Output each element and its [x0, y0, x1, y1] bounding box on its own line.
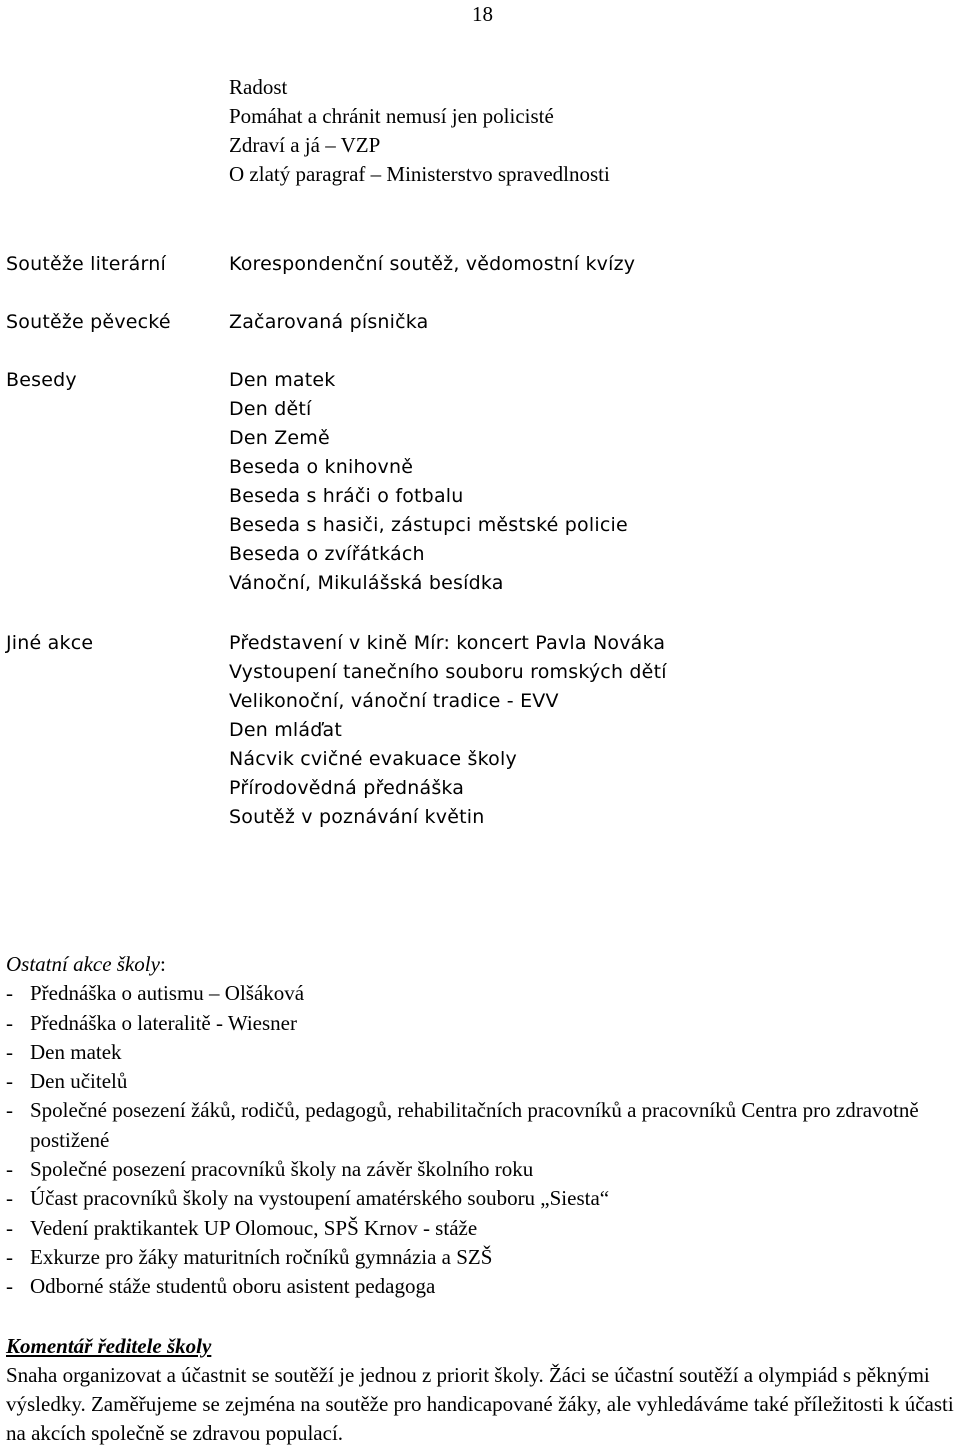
category-items-literary [229, 250, 635, 279]
top-event-item: Pomáhat a chránit nemusí jen policisté [229, 104, 554, 128]
activity-item: Vánoční, Mikulášská besídka [229, 572, 504, 594]
category-label-talks: Besedy [6, 369, 77, 391]
activity-item: Začarovaná písnička [229, 311, 429, 333]
top-event-item: O zlatý paragraf – Ministerstvo spravedlnosti [229, 162, 610, 186]
other-event-item: - Exkurze pro žáky maturitních ročníků gymnázia a SZŠ [6, 1243, 960, 1272]
category-items-singing [229, 308, 429, 337]
activity-item: Den Země [229, 427, 330, 449]
other-events-list [6, 950, 960, 1302]
comment-title: Komentář ředitele školy [6, 1334, 212, 1358]
activity-item: Beseda o knihovně [229, 456, 414, 478]
activity-item: Beseda s hráči o fotbalu [229, 485, 464, 507]
other-events-heading-text: Ostatní akce školy [6, 952, 160, 976]
other-event-item: - Odborné stáže studentů oboru asistent pedagoga [6, 1272, 960, 1301]
activity-item: Beseda s hasiči, zástupci městské policie [229, 514, 628, 536]
category-items-talks [229, 366, 628, 598]
activity-item: Velikonoční, vánoční tradice - EVV [229, 690, 559, 712]
activity-item: Den matek [229, 369, 336, 391]
other-event-item: - Přednáška o autismu – Olšáková [6, 979, 960, 1008]
other-event-item: - Společné posezení pracovníků školy na závěr školního roku [6, 1155, 960, 1184]
other-event-item: - Přednáška o lateralitě - Wiesner [6, 1009, 960, 1038]
other-event-item: - Vedení praktikantek UP Olomouc, SPŠ Krnov - stáže [6, 1214, 960, 1243]
other-events-heading [6, 950, 960, 979]
activity-item: Korespondenční soutěž, vědomostní kvízy [229, 253, 636, 275]
comment-text: Snaha organizovat a účastnit se soutěží je jednou z priorit školy. Žáci se účastní soutěží a olympiád s pěknými výsledky. Zaměřujeme se zejména na soutěže pro handicapované žáky, ale vyhledáváme také příležitosti k účasti na akcích společně se zdravou populací. [6, 1363, 954, 1445]
other-event-item: - Společné posezení žáků, rodičů, pedagogů, rehabilitačních pracovníků a pracovníků Centra pro zdravotně postižené [6, 1096, 960, 1155]
category-label-literary: Soutěže literární [6, 253, 166, 275]
activity-item: Vystoupení tanečního souboru romských dětí [229, 661, 667, 683]
top-event-list [229, 73, 610, 189]
top-event-item: Zdraví a já – VZP [229, 133, 381, 157]
other-event-item: - Den matek [6, 1038, 960, 1067]
other-event-item: - Účast pracovníků školy na vystoupení amatérského souboru „Siesta“ [6, 1184, 960, 1213]
page-number: 18 [472, 2, 493, 26]
activity-item: Přírodovědná přednáška [229, 777, 465, 799]
category-items-other [229, 629, 667, 832]
activity-item: Den mláďat [229, 719, 342, 741]
activity-item: Beseda o zvířátkách [229, 543, 425, 565]
category-label-other: Jiné akce [6, 632, 94, 654]
category-label-singing: Soutěže pěvecké [6, 311, 171, 333]
other-events-heading-colon: : [159, 952, 166, 976]
activity-item: Soutěž v poznávání květin [229, 806, 485, 828]
activity-item: Den dětí [229, 398, 312, 420]
top-event-item: Radost [229, 75, 288, 99]
activity-item: Představení v kině Mír: koncert Pavla Nováka [229, 632, 666, 654]
other-event-item: - Den učitelů [6, 1067, 960, 1096]
activity-item: Nácvik cvičné evakuace školy [229, 748, 517, 770]
